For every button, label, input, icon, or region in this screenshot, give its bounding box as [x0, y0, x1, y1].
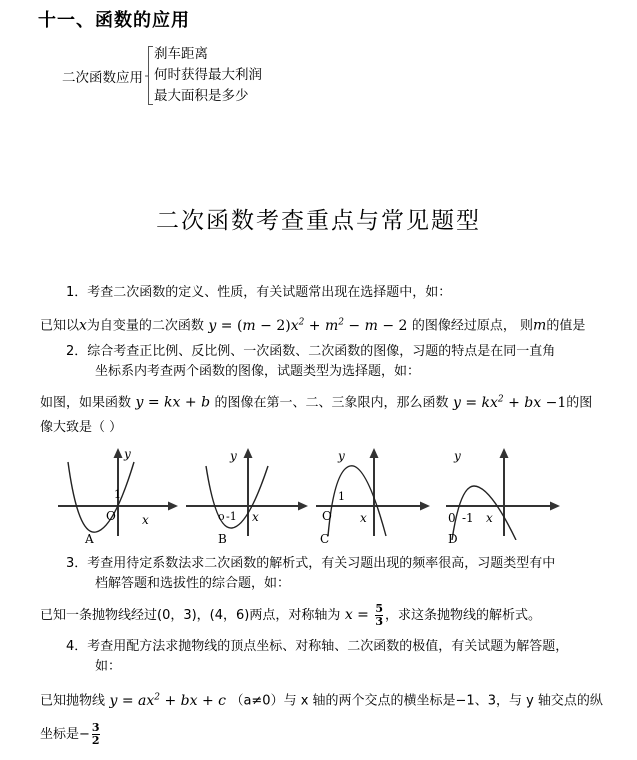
figure-d-graph	[446, 444, 582, 540]
s4-frac-numerator: 3	[91, 721, 100, 734]
figure-a	[56, 444, 184, 546]
section-2-example-line2: 像大致是（ ）	[40, 420, 123, 435]
s4-frac-denominator: 2	[91, 734, 100, 747]
s1-ex-end: 的值是	[546, 318, 586, 334]
s3-frac-denominator: 3	[375, 615, 384, 628]
s2-ex-a: 如图，如果函数	[40, 395, 132, 411]
brace-group	[62, 44, 262, 107]
section-2-text1: 综合考查正比例、反比例、一次函数、二次函数的图像，习题的特点是在同一直角	[87, 344, 556, 359]
s3-ex-fraction	[375, 603, 383, 628]
brace-group-label: 二次函数应用	[62, 69, 143, 86]
section-4-line1	[66, 637, 568, 656]
s1-ex-formula: $y = (m - 2)x^2 + m^2 - m - 2$	[208, 317, 412, 334]
svg-text:O: O	[106, 509, 116, 523]
s1-ex-mid: 为自变量的二次函数	[86, 318, 204, 334]
section-4-number: 4．	[66, 639, 88, 654]
svg-text:o: o	[218, 510, 225, 523]
section-3-line2: 档解答题和选拔性的综合题，如：	[95, 576, 291, 591]
svg-text:x: x	[486, 511, 493, 525]
svg-text:1: 1	[114, 488, 121, 501]
section-3-text1: 考查用待定系数法求二次函数的解析式，有关习题出现的频率很高，习题类型有中	[87, 556, 556, 571]
s3-ex-eq: x =	[344, 607, 374, 623]
section-2-line1	[66, 342, 555, 361]
svg-text:x: x	[142, 513, 149, 527]
figure-c	[316, 444, 444, 546]
section-2-number: 2．	[66, 344, 88, 359]
s1-ex-prefix: 已知以	[40, 318, 80, 334]
brace-item-list	[154, 44, 262, 107]
s4-ex-a: 已知抛物线	[40, 693, 106, 709]
s4-ex-formula: $y = ax^2$ + bx + c	[109, 692, 226, 709]
section-4-text1: 考查用配方法求抛物线的顶点坐标、对称轴、二次函数的极值，有关试题为解答题，	[87, 639, 569, 654]
s3-ex-b: ，求这条抛物线的解析式。	[385, 608, 542, 623]
s2-ex-b: 的图像在第一、二、三象限内，那么函数	[214, 395, 449, 411]
s4-ex-b: （a≠0）与 x 轴的两个交点的横坐标是−1、3，与 y 轴交点的纵	[230, 693, 603, 709]
s2-ex-f2: $y = kx^2$ + bx −1	[452, 394, 567, 411]
section-4-example-line2	[40, 722, 102, 747]
section-2-example-line1	[40, 390, 592, 413]
s1-ex-var2: m	[533, 317, 547, 334]
section-3-number: 3．	[66, 556, 88, 571]
figure-c-graph	[316, 444, 444, 540]
s4-ex-fraction	[92, 722, 100, 747]
svg-text:x: x	[360, 511, 367, 525]
svg-text:y: y	[454, 449, 461, 463]
main-title: 二次函数考查重点与常见题型	[156, 208, 481, 234]
figure-c-letter: C	[320, 532, 330, 546]
brace-item-2: 最大面积是多少	[154, 88, 249, 104]
s4-ex-c: 坐标是−	[40, 727, 90, 742]
page-title: 十一、函数的应用	[38, 10, 190, 31]
s3-frac-numerator: 5	[375, 602, 384, 615]
brace-item-1: 何时获得最大利润	[154, 67, 262, 83]
brace-item-0: 刹车距离	[154, 46, 208, 62]
s3-ex-a: 已知一条抛物线经过(0，3)，(4，6)两点，对称轴为	[40, 608, 341, 623]
s1-ex-var: x	[79, 317, 87, 334]
svg-text:O: O	[322, 509, 332, 523]
svg-text:x: x	[252, 510, 259, 524]
svg-text:y: y	[124, 447, 131, 461]
section-1-text: 考查二次函数的定义、性质，有关试题常出现在选择题中，如：	[87, 285, 452, 300]
svg-text:0: 0	[448, 511, 456, 525]
figure-a-letter: A	[85, 532, 94, 546]
svg-text:1: 1	[338, 490, 345, 503]
section-1-example	[40, 313, 585, 336]
section-4-line2: 如：	[95, 659, 122, 674]
svg-text:-1: -1	[226, 510, 237, 523]
figure-b-graph	[186, 444, 314, 540]
figure-a-graph	[56, 444, 184, 540]
svg-text:y: y	[230, 449, 237, 463]
figure-row	[48, 444, 608, 546]
svg-text:y: y	[338, 449, 345, 463]
figure-b	[186, 444, 314, 546]
figure-b-letter: B	[218, 532, 227, 546]
section-2-line2: 坐标系内考查两个函数的图像，试题类型为选择题，如：	[95, 364, 421, 379]
section-3-example	[40, 603, 541, 628]
section-1-line	[66, 283, 451, 302]
figure-d-letter: D	[448, 532, 458, 546]
svg-text:-1: -1	[462, 511, 474, 525]
section-4-example-line1	[40, 688, 603, 711]
left-curly-brace-icon	[144, 44, 153, 107]
figure-d	[446, 444, 574, 546]
section-1-number: 1．	[66, 285, 88, 300]
section-3-line1	[66, 554, 555, 573]
s1-ex-suffix: 的图像经过原点， 则	[411, 318, 534, 334]
s2-ex-c: 的图	[566, 395, 593, 411]
s2-ex-f1: y = kx + b	[135, 394, 211, 411]
